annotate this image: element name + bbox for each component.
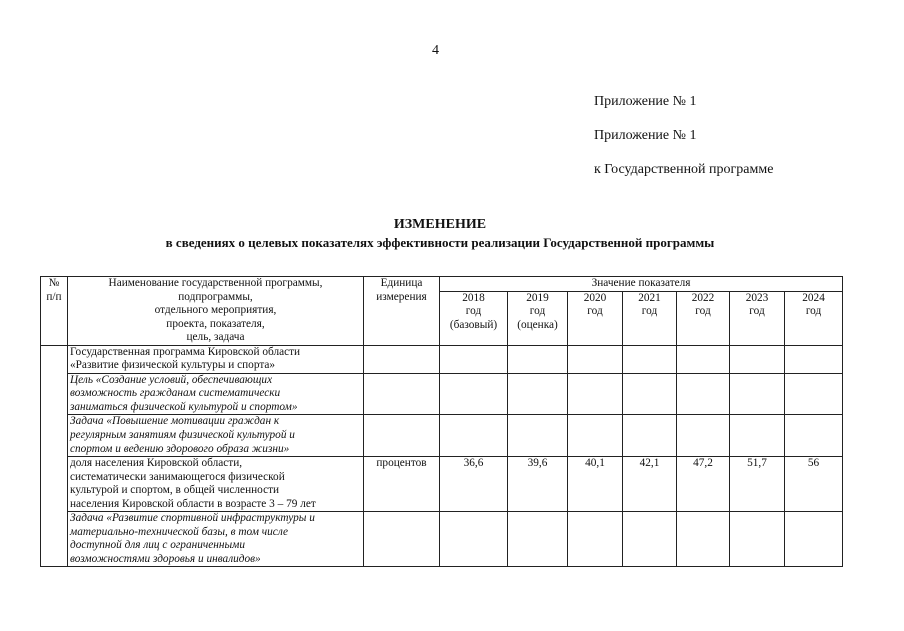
header-year-2018: 2018 год (базовый): [440, 291, 508, 345]
value-cell: [730, 512, 785, 567]
value-cell: [568, 373, 623, 415]
value-cell: [568, 415, 623, 457]
header-year-2019: 2019 год (оценка): [508, 291, 568, 345]
value-cell: [785, 415, 843, 457]
value-cell: [568, 512, 623, 567]
document-subtitle: в сведениях о целевых показателях эффективности реализации Государственной программы: [165, 235, 715, 250]
row-unit-cell: [364, 345, 440, 373]
value-cell-2023: 51,7: [730, 457, 785, 512]
value-cell-2020: 40,1: [568, 457, 623, 512]
header-year-2023: 2023 год: [730, 291, 785, 345]
value-cell: [730, 415, 785, 457]
value-cell-2022: 47,2: [677, 457, 730, 512]
value-cell: [785, 373, 843, 415]
table-row-task-2: [41, 512, 843, 567]
page-number: 4: [432, 43, 439, 58]
header-year-2024: 2024 год: [785, 291, 843, 345]
header-number: № п/п: [41, 277, 68, 346]
row-unit-cell: процентов: [364, 457, 440, 512]
value-cell-2018: 36,6: [440, 457, 508, 512]
row-name-cell: доля населения Кировской области, систематически занимающегося физической культурой и спортом, в общей численности населения Кировской области в возрасте 3 – 79 лет: [68, 457, 364, 512]
appendix-line-1: Приложение № 1: [594, 94, 697, 109]
value-cell: [730, 373, 785, 415]
value-cell-2024: 56: [785, 457, 843, 512]
appendix-line-2: Приложение № 1: [594, 128, 697, 143]
value-cell-2019: 39,6: [508, 457, 568, 512]
value-cell: [508, 415, 568, 457]
table-row-goal: [41, 373, 843, 415]
value-cell: [730, 345, 785, 373]
header-name: Наименование государственной программы, подпрограммы, отдельного мероприятия, проекта, показателя, цель, задача: [68, 277, 364, 346]
header-year-2022: 2022 год: [677, 291, 730, 345]
value-cell-2021: 42,1: [623, 457, 677, 512]
value-cell: [785, 512, 843, 567]
document-title: ИЗМЕНЕНИЕ: [393, 217, 487, 232]
row-name-cell: Задача «Повышение мотивации граждан к регулярным занятиям физической культурой и спортом и ведению здорового образа жизни»: [68, 415, 364, 457]
row-unit-cell: [364, 512, 440, 567]
value-cell: [440, 415, 508, 457]
header-year-2021: 2021 год: [623, 291, 677, 345]
table-row-indicator: [41, 457, 843, 512]
value-cell: [677, 345, 730, 373]
table-row-task-1: [41, 415, 843, 457]
value-cell: [508, 512, 568, 567]
value-cell: [508, 373, 568, 415]
value-cell: [440, 373, 508, 415]
value-cell: [677, 512, 730, 567]
value-cell: [623, 512, 677, 567]
value-cell: [440, 345, 508, 373]
row-name-cell: Цель «Создание условий, обеспечивающих возможность гражданам систематически заниматься физической культурой и спортом»: [68, 373, 364, 415]
value-cell: [623, 415, 677, 457]
header-year-2020: 2020 год: [568, 291, 623, 345]
value-cell: [677, 373, 730, 415]
appendix-line-3: к Государственной программе: [594, 162, 774, 177]
row-name-cell: Задача «Развитие спортивной инфраструктуры и материально-технической базы, в том числе доступной для лиц с ограниченными возможностями здоровья и инвалидов»: [68, 512, 364, 567]
value-cell: [508, 345, 568, 373]
value-cell: [623, 373, 677, 415]
row-number-cell: [41, 345, 68, 567]
row-unit-cell: [364, 373, 440, 415]
header-unit: Единица измерения: [364, 277, 440, 346]
indicators-table: [40, 276, 843, 567]
table-row-program: [41, 345, 843, 373]
value-cell: [623, 345, 677, 373]
value-cell: [785, 345, 843, 373]
row-unit-cell: [364, 415, 440, 457]
value-cell: [440, 512, 508, 567]
value-cell: [677, 415, 730, 457]
header-values-group: Значение показателя: [440, 277, 843, 292]
row-name-cell: Государственная программа Кировской области «Развитие физической культуры и спорта»: [68, 345, 364, 373]
value-cell: [568, 345, 623, 373]
